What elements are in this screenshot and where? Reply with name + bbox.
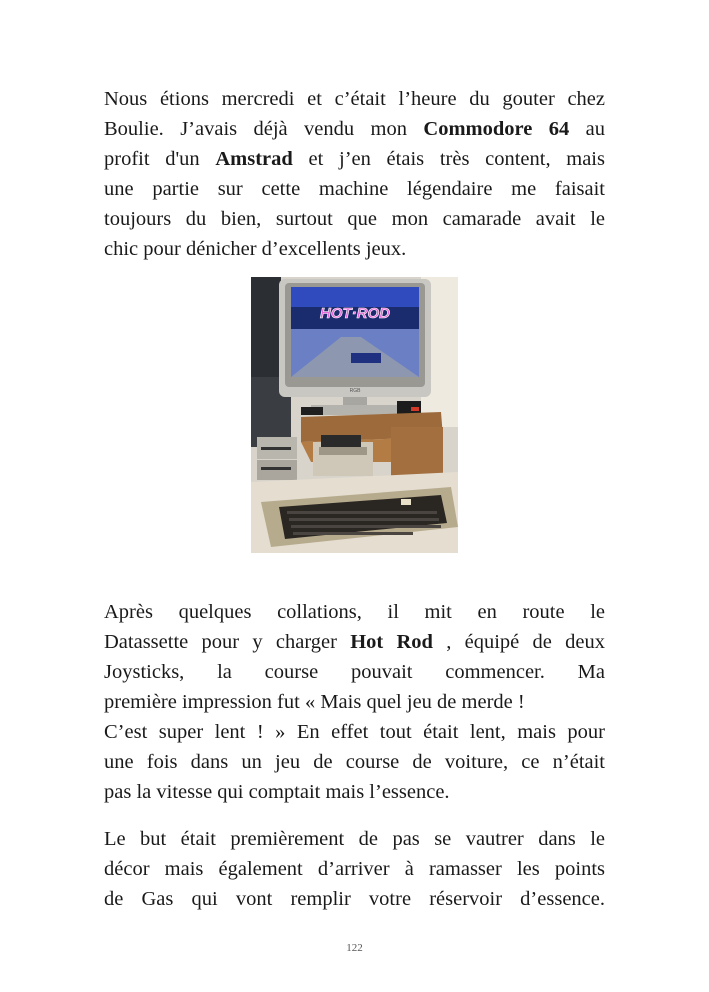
paragraph-intro bbox=[104, 84, 605, 264]
page-number: 122 bbox=[346, 942, 363, 954]
screen-title: HOT·ROD bbox=[320, 305, 390, 322]
text-line: C’est super lent ! » En effet tout était lent, mais pour bbox=[104, 721, 605, 743]
text-line: toujours du bien, surtout que mon camarade avait le bbox=[104, 208, 605, 230]
text-line: Datassette pour y charger Hot Rod , équipé de deux bbox=[104, 631, 605, 653]
text-line: chic pour dénicher d’excellents jeux. bbox=[104, 238, 407, 260]
text-line: profit d'un Amstrad et j’en étais très content, mais bbox=[104, 148, 605, 170]
bold-term-commodore: Commodore 64 bbox=[423, 118, 570, 140]
text-line: une fois dans un jeu de course de voiture, ce n’était bbox=[104, 751, 605, 773]
text-line: Joysticks, la course pouvait commencer. Ma bbox=[104, 661, 605, 683]
paragraph-hot-rod bbox=[104, 597, 605, 807]
text-line: de Gas qui vont remplir votre réservoir d’essence. bbox=[104, 888, 605, 910]
bold-term-hot-rod: Hot Rod bbox=[350, 631, 433, 653]
text-line: Après quelques collations, il mit en route le bbox=[104, 601, 605, 623]
text-line: première impression fut « Mais quel jeu de merde ! bbox=[104, 691, 525, 713]
text-line: une partie sur cette machine légendaire me faisait bbox=[104, 178, 605, 200]
monitor-brand: RGB bbox=[349, 388, 361, 394]
text-line: décor mais également d’arriver à ramasser les points bbox=[104, 858, 605, 880]
paragraph-goal bbox=[104, 824, 605, 914]
photo-commodore-setup bbox=[251, 277, 458, 553]
text-line: Le but était premièrement de pas se vautrer dans le bbox=[104, 828, 605, 850]
bold-term-amstrad: Amstrad bbox=[215, 148, 293, 170]
text-line: Boulie. J’avais déjà vendu mon Commodore 64 au bbox=[104, 118, 605, 140]
text-line: Nous étions mercredi et c’était l’heure du gouter chez bbox=[104, 88, 605, 110]
text-line: pas la vitesse qui comptait mais l’essence. bbox=[104, 781, 450, 803]
